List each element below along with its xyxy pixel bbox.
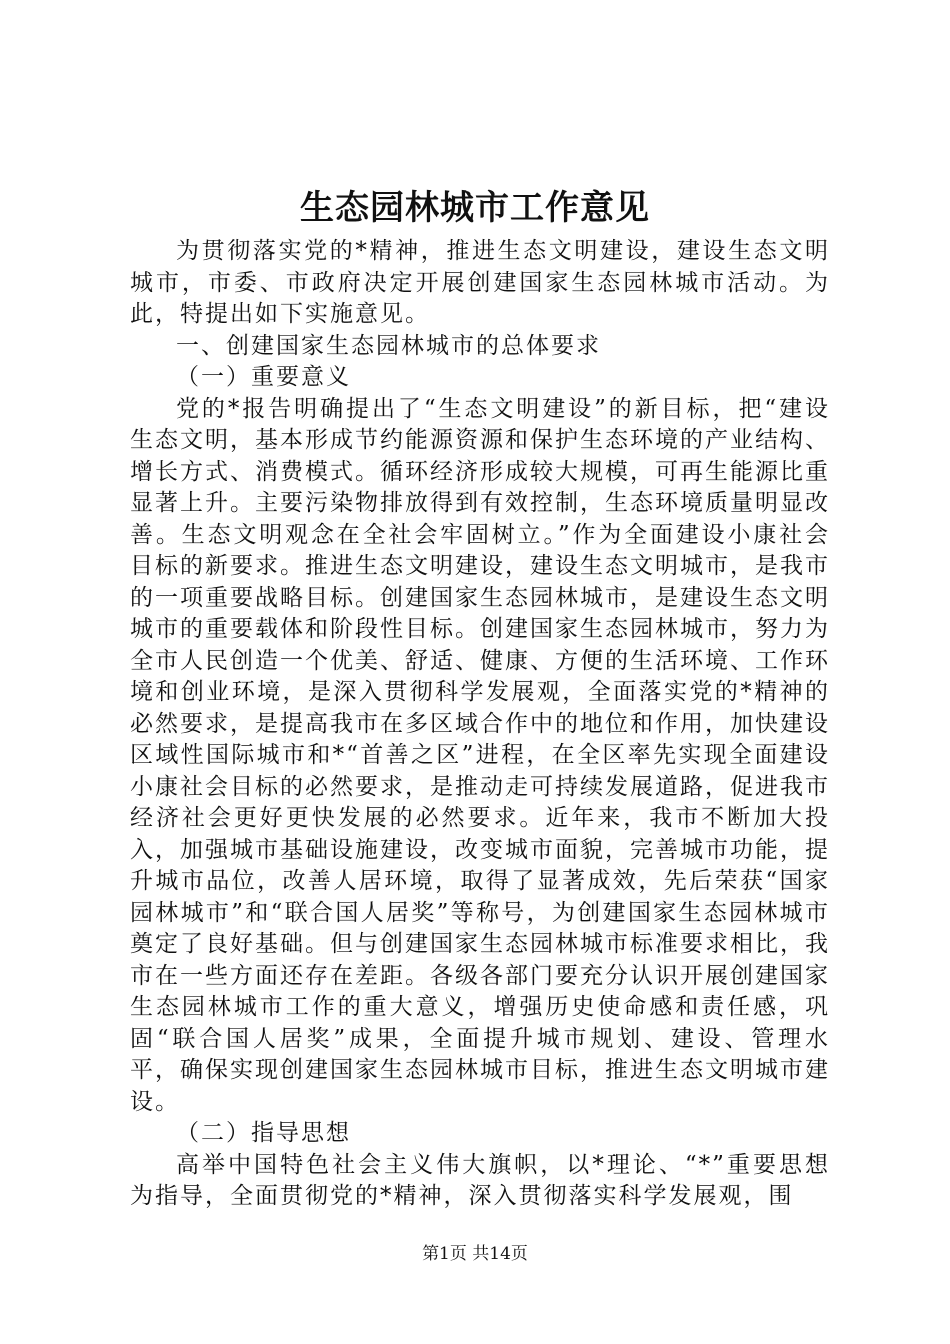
guiding-thought-paragraph: 高举中国特色社会主义伟大旗帜，以*理论、“*”重要思想为指导，全面贯彻党的*精神，深入贯彻落实科学发展观，围 xyxy=(130,1151,830,1209)
section-heading-1: 一、创建国家生态园林城市的总体要求 xyxy=(176,332,601,359)
document-title: 生态园林城市工作意见 xyxy=(300,188,650,228)
subsection-heading-significance: （一）重要意义 xyxy=(176,364,351,390)
subsection-heading-guiding-thought: （二）指导思想 xyxy=(176,1120,351,1146)
significance-paragraph: 党的*报告明确提出了“生态文明建设”的新目标，把“建设生态文明，基本形成节约能源资源和保护生态环境的产业结构、增长方式、消费模式。循环经济形成较大规模，可再生能源比重显著上升。主要污染物排放得到有效控制，生态环境质量明显改善。生态文明观念在全社会牢固树立。”作为全面建设小康社会目标的新要求。推进生态文明建设，建设生态文明城市，是我市的一项重要战略目标。创建国家生态园林城市，是建设生态文明城市的重要载体和阶段性目标。创建国家生态园林城市，努力为全市人民创造一个优美、舒适、健康、方便的生活环境、工作环境和创业环境，是深入贯彻科学发展观，全面落实党的*精神的必然要求，是提高我市在多区域合作中的地位和作用，加快建设区域性国际城市和*“首善之区”进程，在全区率先实现全面建设小康社会目标的必然要求，是推动走可持续发展道路，促进我市经济社会更好更快发展的必然要求。近年来，我市不断加大投入，加强城市基础设施建设，改变城市面貌，完善城市功能，提升城市品位，改善人居环境，取得了显著成效，先后荣获“国家园林城市”和“联合国人居奖”等称号，为创建国家生态园林城市奠定了良好基础。但与创建国家生态园林城市标准要求相比，我市在一些方面还存在差距。各级各部门要充分认识开展创建国家生态园林城市工作的重大意义，增强历史使命感和责任感，巩固“联合国人居奖”成果，全面提升城市规划、建设、管理水平，确保实现创建国家生态园林城市目标，推进生态文明城市建设。 xyxy=(130,395,830,1115)
document-body xyxy=(130,236,830,1213)
intro-paragraph: 为贯彻落实党的*精神，推进生态文明建设，建设生态文明城市，市委、市政府决定开展创建国家生态园林城市活动。为此，特提出如下实施意见。 xyxy=(130,238,830,327)
page-footer: 第1页 共14页 xyxy=(422,1244,528,1264)
